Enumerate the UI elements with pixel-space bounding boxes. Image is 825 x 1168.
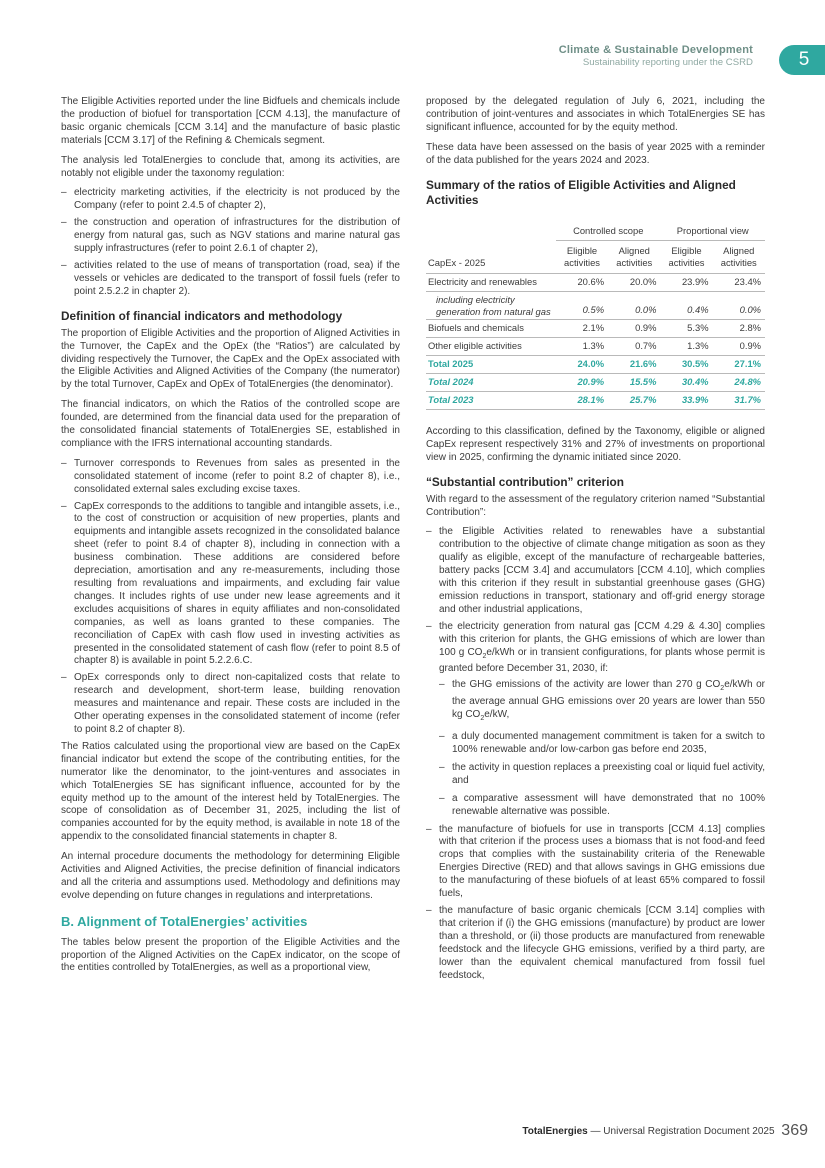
row-label: Other eligible activities — [426, 338, 556, 356]
table-title: Summary of the ratios of Eligible Activities and Aligned Activities — [426, 177, 736, 207]
table-row — [426, 274, 765, 292]
row-label: Biofuels and chemicals — [426, 320, 556, 338]
column-header-eligible: Eligible activities — [668, 245, 705, 269]
list-item: – a comparative assessment will have demonstrated that no 100% renewable alternative was possible. — [439, 793, 765, 819]
cell: 15.5% — [608, 374, 660, 392]
list-item: – OpEx corresponds only to direct non-capitalized costs that relate to research and development, short-term lease, building renovation measures and maintenance and repair. These costs are included in the Other operating expenses in the consolidated statement of income (refer to point 8.2 of chapter 8). — [61, 672, 400, 737]
left-column — [61, 96, 400, 982]
list-item: – the activity in question replaces a preexisting coal or liquid fuel activity, and — [439, 762, 765, 788]
cell: 28.1% — [556, 391, 608, 409]
cell: 20.0% — [608, 274, 660, 292]
cell: 33.9% — [660, 391, 712, 409]
cell: 2.8% — [713, 320, 765, 338]
chapter-tab: 5 — [779, 45, 825, 75]
section-title: Climate & Sustainable Development — [558, 44, 753, 56]
list-item: – activities related to the use of means of transportation (road, sea) if the vessels or vehicles are dedicated to the transport of fossil fuels (refer to point 2.5.2.2 in chapter 2). — [61, 260, 400, 299]
cell: 23.9% — [660, 274, 712, 292]
paragraph: These data have been assessed on the basis of year 2025 with a reminder of the data published for the years 2024 and 2023. — [426, 141, 765, 166]
cell: 24.0% — [556, 356, 608, 374]
list-item: – the GHG emissions of the activity are lower than 270 g $CO_2e$/kWh or the average annual GHG emissions over 20 years are lower than 550 kg $CO_2e/kW$, — [439, 679, 765, 726]
section-subtitle: Sustainability reporting under the CSRD — [582, 57, 753, 68]
heading-definition: Definition of financial indicators and methodology — [61, 308, 343, 323]
list-item: – a duly documented management commitment is taken for a switch to 100% renewable and/or low-carbon gas before end 2035, — [439, 731, 765, 757]
paragraph: With regard to the assessment of the regulatory criterion named “Substantial Contribution”: — [426, 493, 765, 518]
cell: 31.7% — [713, 391, 765, 409]
cell: 0.0% — [713, 292, 765, 320]
paragraph: The Ratios calculated using the proportional view are based on the CapEx financial indicator but extend the scope of the contributing entities, for the numerator like the denominator, to the joint-ventures and associates in which TotalEnergies SE has significant influence, accounted for by the equity method up to the amount of the interest held by TotalEnergies. The scope of consolidation as of December 31, 2025, including the list of companies accounted for by the equity method, is available in note 18 of the appendix to the consolidated financial statements in chapter 8. — [61, 740, 400, 843]
table-row — [426, 338, 765, 356]
cell: 2.1% — [556, 320, 608, 338]
row-label: Electricity and renewables — [426, 274, 556, 292]
paragraph: An internal procedure documents the methodology for determining Eligible Activities and Aligned Activities, the precise definition of financial indicators and all the criteria and assumptions used. Methodology and definitions may evolve depending on future changes in regulations and interpretations. — [61, 851, 400, 901]
cell: 30.4% — [660, 374, 712, 392]
cell: 0.9% — [608, 320, 660, 338]
group-header-controlled: Controlled scope — [556, 222, 660, 241]
group-header-proportional: Proportional view — [660, 222, 765, 241]
not-eligible-list — [61, 187, 400, 298]
sub-criteria-list — [439, 679, 765, 818]
cell: 0.5% — [556, 292, 608, 320]
cell: 0.0% — [608, 292, 660, 320]
cell: 21.6% — [608, 356, 660, 374]
row-label: Total 2023 — [426, 391, 556, 409]
column-header-eligible: Eligible activities — [564, 245, 600, 269]
heading-alignment: B. Alignment of TotalEnergies’ activities — [61, 913, 308, 929]
paragraph: According to this classification, defined by the Taxonomy, eligible or aligned CapEx represent respectively 31% and 27% of investments on proportional view in 2025, confirming the dynamic initiated since 2020. — [426, 425, 765, 463]
cell: 0.9% — [713, 338, 765, 356]
list-item: – CapEx corresponds to the additions to tangible and intangible assets, i.e., to the cost of construction or acquisition of new properties, plants and equipments and intangible assets recognized in the consolidated balance sheet (refer to point 8.4 of chapter 8), including in connection with a business combination. These additions are considered before depreciation, amortisation and any re-measurements, including those resulting from revaluations and impairments, and excluding fair value changes. It includes rights of use under new lease agreements and it excludes acquisitions of shares in equity affiliates and non-consolidated companies, as well as loans granted to these companies. The reconciliation of CapEx with cash flow used in investing activities as presented in the consolidated statement of cash flow (refer to point 8.5 of chapter 8) is available in point 5.2.2.6.C. — [61, 501, 400, 669]
page-header — [559, 44, 753, 68]
cell: 23.4% — [713, 274, 765, 292]
row-label: Total 2024 — [426, 374, 556, 392]
cell: 1.3% — [556, 338, 608, 356]
criteria-list — [426, 526, 765, 982]
paragraph: The proportion of Eligible Activities and the proportion of Aligned Activities in the Turnover, the CapEx and the OpEx (the “Ratios”) are calculated by dividing respectively the Turnover, the CapEx and the OpEx associated with the Eligible Activities and Aligned Activities of the Company (the numerator) by the total Turnover, CapEx and OpEx of TotalEnergies (the denominator). — [61, 327, 400, 391]
cell: 24.8% — [713, 374, 765, 392]
list-item: – the Eligible Activities related to renewables have a substantial contribution to the objective of climate change mitigation as soon as they qualify as eligible, except of the manufacture of rechargeable batteries, battery packs [CCM 3.4] and accumulators [CCM 4.10], which complies with this criterion if they result in substantial greenhouse gases (GHG) emission reductions in transport, stationary and off-grid energy storage and other industrial applications, — [426, 526, 765, 616]
paragraph: The Eligible Activities reported under the line Bidfuels and chemicals include the production of biofuel for transportation [CCM 4.13], the manufacture of basic organic chemicals [CCM 3.14] and the manufacture of basic plastic materials [CCM 3.17] of the Refining & Chemicals segment. — [61, 96, 400, 146]
indicator-list — [61, 458, 400, 737]
ratios-table — [426, 222, 765, 410]
list-item: – electricity marketing activities, if the electricity is not produced by the Company (refer to point 2.4.5 of chapter 2), — [61, 187, 400, 213]
row-label: including electricity generation from natural gas — [426, 292, 556, 320]
table-row-total — [426, 356, 765, 374]
table-row-total — [426, 391, 765, 409]
cell: 0.4% — [660, 292, 712, 320]
list-item: – the manufacture of biofuels for use in transports [CCM 4.13] complies with that criterion if the process uses a biomass that is not food-and feed crops that complies with the sustainability criteria of the Renewable Energies Directive (RED) and that allows savings in GHG emissions due to the manufacturing of these biofuels of at least 65% compared to fossil fuels, — [426, 824, 765, 901]
table-row — [426, 292, 765, 320]
column-header-aligned: Aligned activities — [720, 245, 757, 269]
heading-substantial-contribution: “Substantial contribution” criterion — [426, 474, 624, 489]
cell: 25.7% — [608, 391, 660, 409]
paragraph: The analysis led TotalEnergies to conclude that, among its activities, are notably not eligible under the taxonomy regulation: — [61, 154, 400, 179]
footer-brand: TotalEnergies — [522, 1126, 588, 1137]
cell: 0.7% — [608, 338, 660, 356]
cell: 20.6% — [556, 274, 608, 292]
table-row-total — [426, 374, 765, 392]
row-label: Total 2025 — [426, 356, 556, 374]
footer-document: — Universal Registration Document 2025 — [590, 1126, 775, 1137]
paragraph: The tables below present the proportion of the Eligible Activities and the proportion of the Aligned Activities on the CapEx indicator, on the scope of the entities controlled by TotalEnergies, as well as a proportional view, — [61, 936, 400, 974]
list-item: – the construction and operation of infrastructures for the distribution of energy from natural gas, such as NGV stations and marine natural gas supply infrastructures (refer to point 2.6.1 of chapter 2), — [61, 217, 400, 256]
cell: 27.1% — [713, 356, 765, 374]
list-item: – the manufacture of basic organic chemicals [CCM 3.14] complies with that criterion if (i) the GHG emissions (manufacture) by product are lower than a threshold, or (ii) those products are manufactured from renewable feedstock and the lifecycle GHG emissions, verified by a third party, are lower than the equivalent chemical manufactured from fossil fuel feedstock, — [426, 905, 765, 982]
table-row — [426, 320, 765, 338]
list-item: – Turnover corresponds to Revenues from sales as presented in the consolidated statement of income (refer to point 8.2 of chapter 8), i.e., consolidated external sales excluding excise taxes. — [61, 458, 400, 497]
paragraph: proposed by the delegated regulation of July 6, 2021, including the contribution of joint-ventures and associates in which TotalEnergies SE has significant influence, accounted for by the equity method. — [426, 96, 765, 133]
column-header-label: CapEx - 2025 — [428, 257, 486, 269]
cell: 5.3% — [660, 320, 712, 338]
cell: 1.3% — [660, 338, 712, 356]
page-footer — [522, 1122, 808, 1140]
right-column — [426, 96, 765, 986]
list-item: – the electricity generation from natural gas [CCM 4.29 & 4.30] complies with this criterion for plants, the GHG emissions of which are lower than 100 g $CO_2e$/kWh or in transient configurations, for plants whose permit is granted before December 31, 2030, if: – the GHG emissions of the activity are lower than 270 g $CO_2e$/kWh or the average annual GHG emissions over 20 years are lower than 550 kg $CO_2e/kW$, – a duly documented management commitment is taken for a switch to 100% renewable and/or low-carbon gas before end 2035, – the activity in question replaces a preexisting coal or liquid fuel activity, and – a comparative assessment will have demonstrated that no 100% renewable alternative was possible. — [426, 621, 765, 819]
cell: 20.9% — [556, 374, 608, 392]
paragraph: The financial indicators, on which the Ratios of the controlled scope are founded, are determined from the financial data used for the preparation of the consolidated financial statements of TotalEnergies SE, established in compliance with the IFRS international accounting standards. — [61, 399, 400, 449]
column-header-aligned: Aligned activities — [616, 245, 653, 269]
page-number: 369 — [781, 1122, 808, 1139]
cell: 30.5% — [660, 356, 712, 374]
